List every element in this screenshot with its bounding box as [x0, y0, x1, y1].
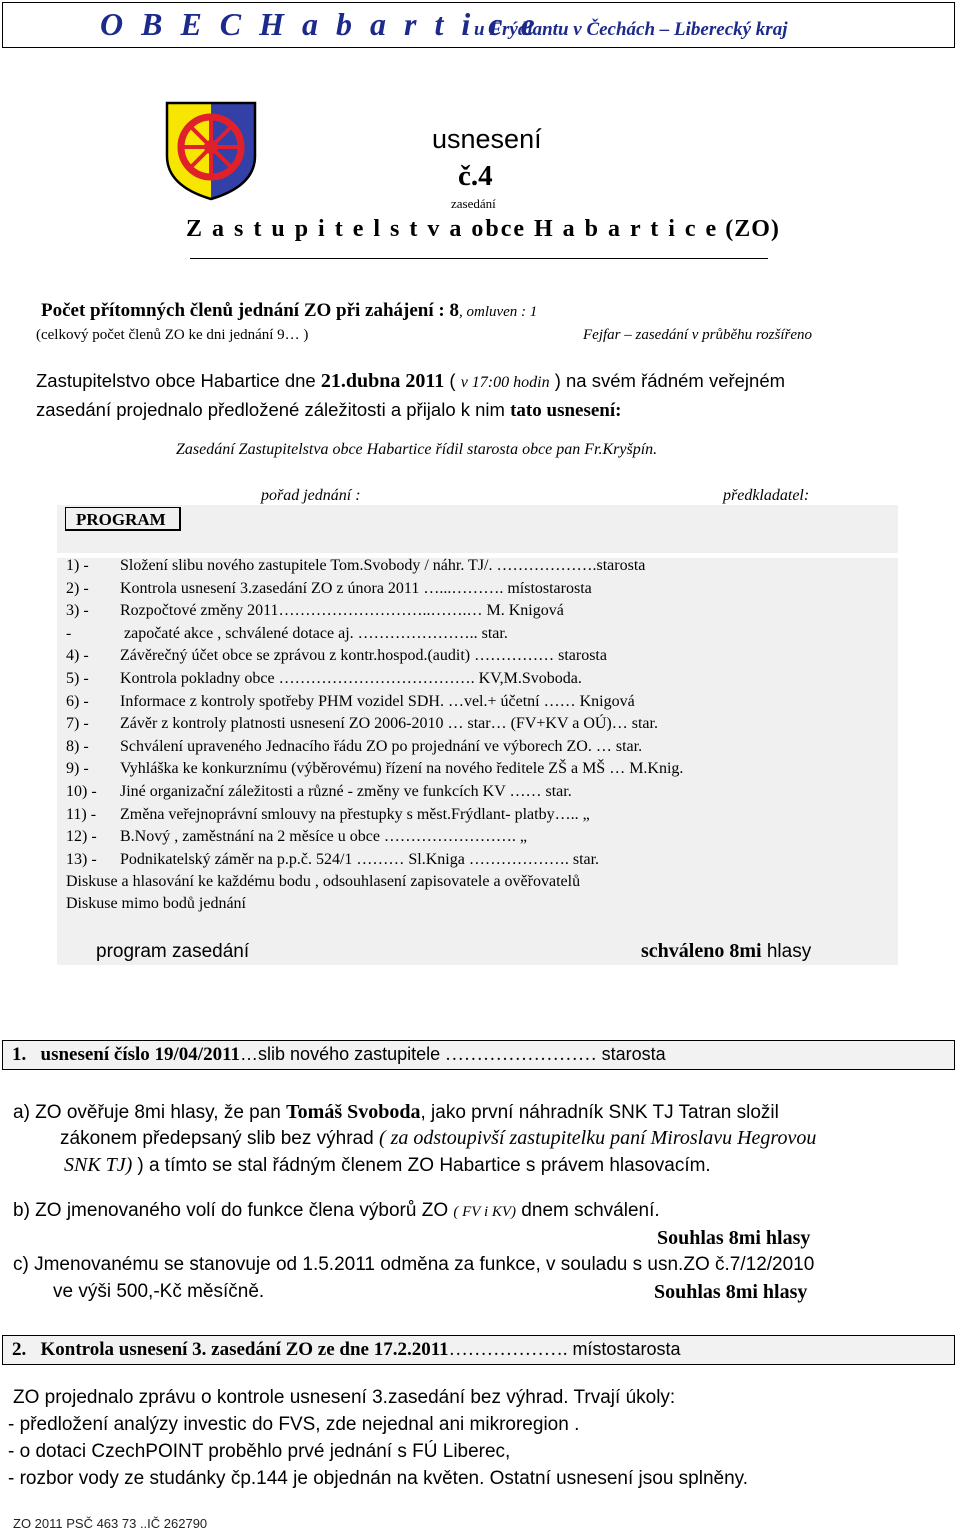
agenda-item-text: Schválení upraveného Jednacího řádu ZO po projednání ve výborech ZO. … star.	[120, 737, 643, 755]
coat-of-arms-icon	[165, 101, 257, 201]
discussion-note-1: Diskuse a hlasování ke každému bodu , odsouhlasení zapisovatele a ověřovatelů	[66, 873, 581, 890]
resolution-1-a-line-3: SNK TJ) ) a tímto se stal řádným členem ZO Habartice s právem hlasovacím.	[64, 1154, 711, 1176]
agenda-item-number: 12) -	[66, 828, 97, 846]
village-title: O B E C H a b a r t i c e	[100, 6, 540, 42]
body-name: Z a s t u p i t e l s t v a obce H a b a r t i c e (ZO)	[186, 216, 780, 242]
village-subtitle: u Frýdlantu v Čechách – Liberecký kraj	[474, 19, 788, 40]
body-abbr: (ZO)	[725, 216, 780, 242]
resolution-2-line-4: - rozbor vody ze studánky čp.144 je objednán na květen. Ostatní usnesení jsou splněny.	[8, 1468, 749, 1489]
agenda-item-text: Podnikatelský záměr na p.p.č. 524/1 ……… Sl.Kniga ………………. star.	[120, 850, 600, 868]
agenda-item-number: 4) -	[66, 647, 89, 665]
program-approval-label: program zasedání	[96, 941, 250, 962]
resolution-2-line-3: - o dotaci CzechPOINT proběhlo prvé jednání s FÚ Liberec,	[8, 1441, 511, 1462]
agenda-item-text: Kontrola usnesení 3.zasedání ZO z února 2011 …...………. místostarosta	[120, 579, 592, 597]
agenda-item-number: 11) -	[66, 805, 97, 823]
attendance-total: (celkový počet členů ZO ke dni jednání 9… )	[36, 327, 309, 343]
agenda-item-text: Jiné organizační záležitosti a různé - změny ve funkcích KV …… star.	[120, 783, 572, 800]
meeting-time: v 17:00 hodin	[460, 374, 550, 391]
agenda-item-number: 7) -	[66, 715, 89, 733]
chair-note: Zasedání Zastupitelstva obce Habartice řídil starosta obce pan Fr.Kryšpín.	[176, 441, 658, 458]
intro-line-2: zasedání projednalo předložené záležitosti a přijalo k nim tato usnesení:	[36, 399, 622, 421]
resolution-1-heading: 1. usnesení číslo 19/04/2011…slib nového zastupitele …………………… starosta	[12, 1044, 666, 1065]
resolution-1-c-line-2: ve výši 500,-Kč měsíčně.	[53, 1281, 265, 1302]
agenda-item-text: Závěrečný účet obce se zprávou z kontr.hospod.(audit) …………… starosta	[120, 647, 607, 665]
resolution-1-b: b) ZO jmenovaného volí do funkce člena výborů ZO ( FV i KV) dnem schválení.	[13, 1200, 660, 1221]
discussion-note-2: Diskuse mimo bodů jednání	[66, 895, 246, 912]
agenda-item-number: 1) -	[66, 557, 89, 574]
resolution-1-a-line-1: a) ZO ověřuje 8mi hlasy, že pan Tomáš Svoboda, jako první náhradník SNK TJ Tatran složil	[13, 1101, 779, 1123]
agenda-item-number: 3) -	[66, 602, 89, 620]
agenda-item-number: 9) -	[66, 760, 89, 778]
agenda-item	[66, 580, 592, 598]
agenda-item-text: započaté akce , schválené dotace aj. ………………….. star.	[120, 624, 508, 642]
footer-text: ZO 2011 PSČ 463 73 ..IČ 262790	[13, 1516, 208, 1531]
resolution-2-heading: 2. Kontrola usnesení 3. zasedání ZO ze dne 17.2.2011………………. místostarosta	[12, 1339, 681, 1360]
agenda-item	[66, 625, 508, 643]
agenda-item	[66, 760, 683, 778]
agenda-item-number: 2) -	[66, 579, 89, 597]
agenda-item	[66, 693, 635, 711]
resolution-1-b-vote: Souhlas 8mi hlasy	[657, 1227, 811, 1249]
agenda-item	[66, 602, 564, 620]
meeting-date: 21.dubna 2011	[320, 370, 445, 392]
program-box: PROGRAM	[65, 507, 181, 531]
intro-line-1: Zastupitelstvo obce Habartice dne 21.dubna 2011 ( v 17:00 hodin ) na svém řádném veřejném	[36, 370, 786, 392]
attendance-line	[41, 300, 537, 322]
attendance-present: Počet přítomných členů jednání ZO při zahájení : 8	[41, 300, 459, 321]
agenda-item-number: 8) -	[66, 737, 89, 755]
resolution-2-line-1: ZO projednalo zprávu o kontrole usnesení 3.zasedání bez výhrad. Trvají úkoly:	[13, 1387, 676, 1408]
session-label: zasedání	[451, 196, 496, 211]
agenda-item	[66, 851, 599, 869]
agenda-item-text: B.Nový , zaměstnání na 2 měsíce u obce ……………………. „	[120, 828, 528, 846]
resolution-1-c-line-1: c) Jmenovanému se stanovuje od 1.5.2011 odměna za funkce, v souladu s usn.ZO č.7/12/2010	[13, 1254, 815, 1275]
agenda-item	[66, 715, 658, 733]
agenda-item-number: 13) -	[66, 850, 97, 868]
attendance-late: Fejfar – zasedání v průběhu rozšířeno	[583, 327, 813, 343]
agenda-item	[66, 806, 590, 824]
program-approval-vote: schváleno 8mi hlasy	[641, 940, 812, 962]
resolution-2-line-2: - předložení analýzy investic do FVS, zde nejednal ani mikroregion .	[8, 1414, 580, 1435]
agenda-item-number: 5) -	[66, 670, 89, 687]
agenda-item-number: -	[66, 624, 72, 642]
resolution-1-c-vote: Souhlas 8mi hlasy	[654, 1281, 808, 1303]
title-rule	[190, 258, 768, 259]
agenda-item	[66, 557, 645, 575]
agenda-item-text: Závěr z kontroly platnosti usnesení ZO 2006-2010 … star… (FV+KV a OÚ)… star.	[120, 715, 658, 733]
agenda-item	[66, 670, 582, 688]
agenda-item-text: Rozpočtové změny 2011………………………..…….… M. Knigová	[120, 602, 564, 620]
agenda-item-number: 10) -	[66, 783, 97, 800]
agenda-item	[66, 647, 607, 665]
agenda-item-text: Informace z kontroly spotřeby PHM vozidel SDH. …vel.+ účetní …… Knigová	[120, 692, 635, 710]
agenda-item-text: Složení slibu nového zastupitele Tom.Svobody / náhr. TJ/. ……………….starosta	[120, 557, 646, 574]
presenter-label: předkladatel:	[723, 487, 810, 504]
agenda-item-text: Vyhláška ke konkurznímu (výběrovému) řízení na nového ředitele ZŠ a MŠ … M.Knig.	[120, 760, 684, 778]
agenda-item-text: Změna veřejnoprávní smlouvy na přestupky s měst.Frýdlant- platby….. „	[120, 805, 590, 823]
agenda-item-number: 6) -	[66, 692, 89, 710]
agenda-item	[66, 828, 527, 846]
agenda-item-text: Kontrola pokladny obce ………………………………. KV,M.Svoboda.	[120, 670, 582, 687]
resolution-number: č.4	[458, 160, 493, 192]
agenda-item	[66, 738, 642, 756]
agenda-label: pořad jednání :	[261, 487, 361, 504]
resolution-1-a-line-2: zákonem předepsaný slib bez výhrad ( za odstoupivší zastupitelku paní Miroslavu Hegrovou	[60, 1127, 817, 1149]
attendance-excused: , omluven : 1	[458, 304, 538, 320]
agenda-item	[66, 783, 572, 801]
doc-type: usnesení	[432, 124, 542, 154]
